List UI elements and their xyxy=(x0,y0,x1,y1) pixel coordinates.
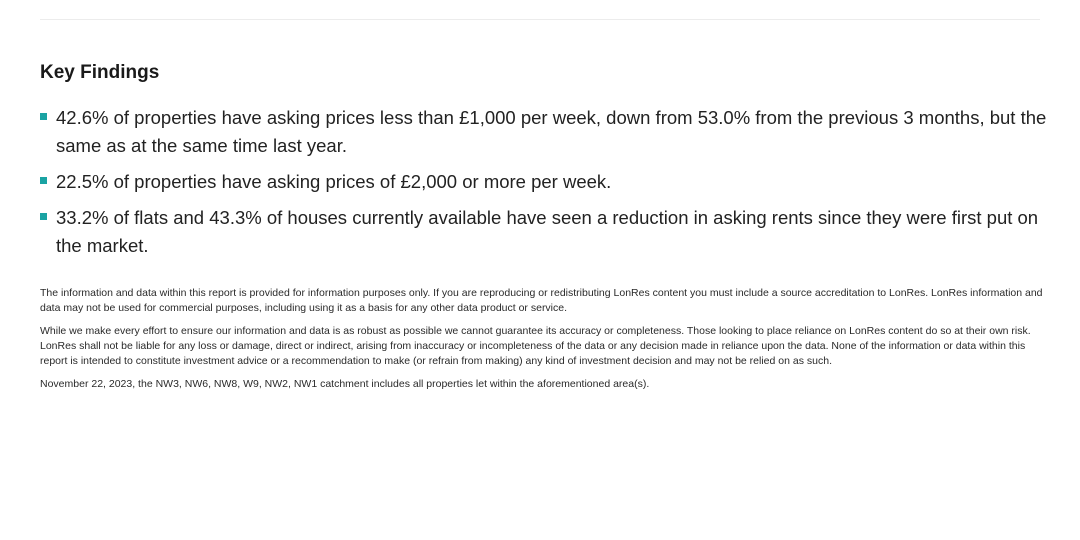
finding-text: 42.6% of properties have asking prices less than £1,000 per week, down from 53.0% from the previous 3 months, but the same as at the same time last year. xyxy=(56,107,1047,156)
finding-item xyxy=(40,204,1065,260)
catchment-note: November 22, 2023, the NW3, NW6, NW8, W9, NW2, NW1 catchment includes all properties let within the aforementioned area(s). xyxy=(40,378,650,390)
disclaimer-block xyxy=(40,286,1045,400)
key-findings-list xyxy=(40,104,1065,268)
finding-item xyxy=(40,168,1065,196)
square-bullet-icon xyxy=(40,213,47,220)
square-bullet-icon xyxy=(40,113,47,120)
disclaimer-liability-paragraph: While we make every effort to ensure our information and data is as robust as possible we cannot guarantee its accuracy or completeness. Those looking to place reliance on LonRes content do so at their own risk. LonRes shall not be liable for any loss or damage, direct or indirect, arising from inaccuracy or incompleteness of the data or any decision made in reliance upon the data. None of the information or data within this report is intended to constitute investment advice or a recommendation to make (or refrain from making) any kind of investment decision and may not be relied on as such. xyxy=(40,325,1031,367)
finding-text: 33.2% of flats and 43.3% of houses currently available have seen a reduction in asking rents since they were first put on the market. xyxy=(56,207,1039,256)
key-findings-heading: Key Findings xyxy=(40,62,160,83)
finding-text: 22.5% of properties have asking prices of £2,000 or more per week. xyxy=(56,171,612,192)
finding-item xyxy=(40,104,1065,160)
disclaimer-usage-paragraph: The information and data within this report is provided for information purposes only. If you are reproducing or redistributing LonRes content you must include a source accreditation to LonRes. LonRes information and data may not be used for commercial purposes, including using it as a basis for any other data product or service. xyxy=(40,287,1043,314)
square-bullet-icon xyxy=(40,177,47,184)
section-divider xyxy=(40,19,1040,20)
